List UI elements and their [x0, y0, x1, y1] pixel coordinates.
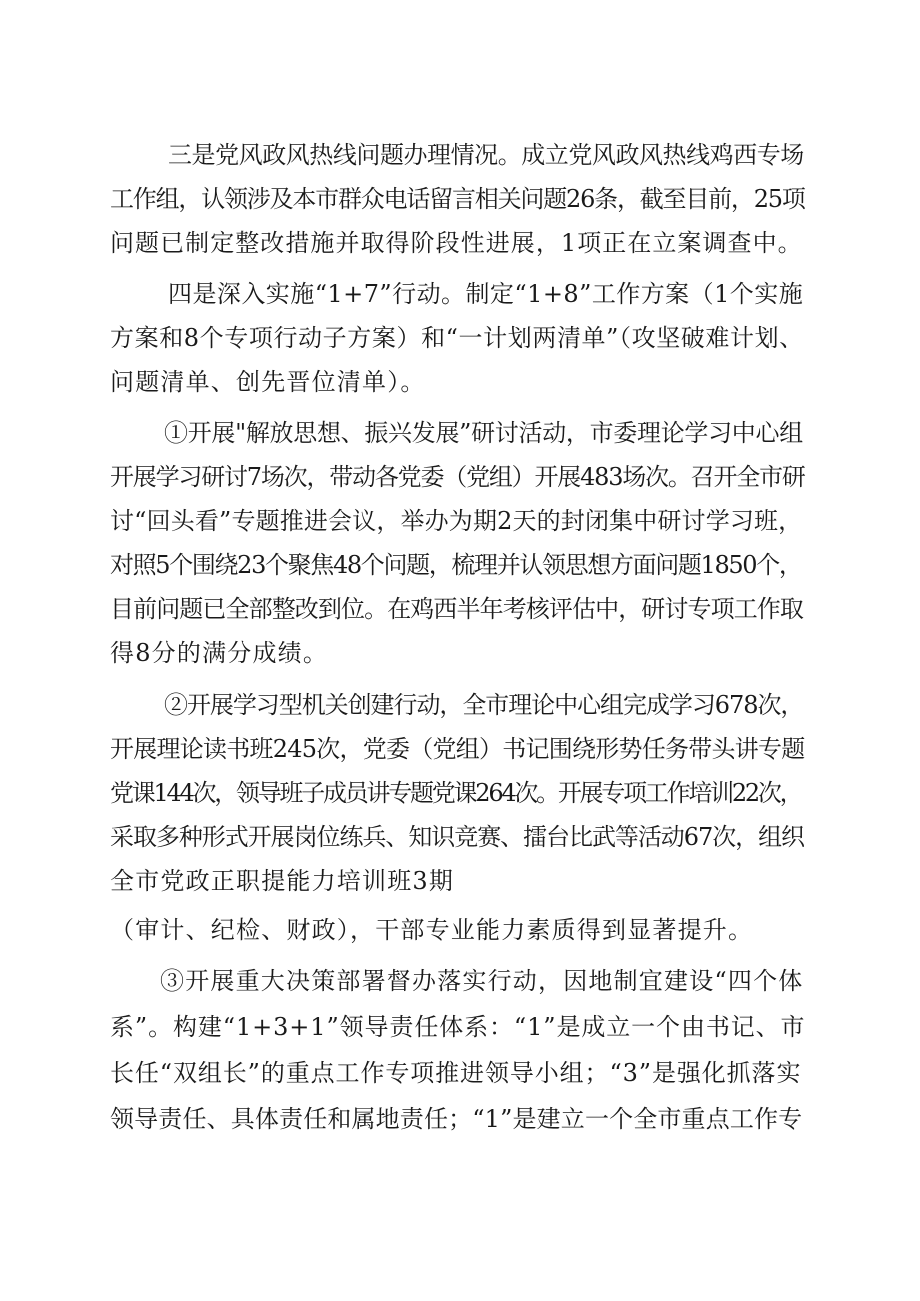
text-line: ①开展"解放思想、振兴发展”研讨活动，市委理论学习中心组: [164, 419, 803, 447]
text-line: 开展理论读书班245次，党委（党组）书记围绕形势任务带头讲专题: [110, 735, 805, 763]
text-line: 问题清单、创先晋位清单）。: [110, 368, 426, 396]
text-line: 方案和8个专项行动子方案）和“一计划两清单”（攻坚破难计划、: [110, 324, 804, 352]
text-line: 三是党风政风热线问题办理情况。成立党风政风热线鸡西专场: [168, 141, 804, 169]
text-line: 得8分的满分成绩。: [110, 639, 329, 667]
text-line: 采取多种形式开展岗位练兵、知识竞赛、擂台比武等活动67次，组织: [110, 823, 804, 851]
text-line: 系”。构建“1+3+1”领导责任体系：“1”是成立一个由书记、市: [110, 1013, 806, 1041]
text-line: ③开展重大决策部署督办落实行动，因地制宜建设“四个体: [160, 967, 804, 995]
text-line: 讨“回头看”专题推进会议，举办为期2天的封闭集中研讨学习班，: [110, 507, 803, 535]
text-line: 问题已制定整改措施并取得阶段性进展，1项正在立案调查中。: [110, 229, 803, 257]
text-line: （审计、纪检、财政），干部专业能力素质得到显著提升。: [110, 916, 754, 944]
text-line: 对照5个围绕23个聚焦48个问题，梳理并认领思想方面问题1850个，: [110, 551, 802, 579]
text-line: 长任“双组长”的重点工作专项推进领导小组；“3”是强化抓落实: [110, 1059, 802, 1087]
text-line: 目前问题已全部整改到位。在鸡西半年考核评估中，研讨专项工作取: [110, 595, 803, 623]
text-line: 四是深入实施“1+7”行动。制定“1+8”工作方案（1个实施: [168, 280, 804, 308]
text-line: 全市党政正职提能力培训班3期: [110, 867, 455, 895]
text-line: 领导责任、具体责任和属地责任；“1”是建立一个全市重点工作专: [110, 1105, 803, 1133]
text-line: ②开展学习型机关创建行动，全市理论中心组完成学习678次，: [164, 691, 804, 719]
text-line: 党课144次，领导班子成员讲专题党课264次。开展专项工作培训22次，: [110, 779, 802, 807]
text-line: 工作组，认领涉及本市群众电话留言相关问题26条，截至目前，25项: [110, 185, 805, 213]
text-line: 开展学习研讨7场次，带动各党委（党组）开展483场次。召开全市研: [110, 463, 805, 491]
